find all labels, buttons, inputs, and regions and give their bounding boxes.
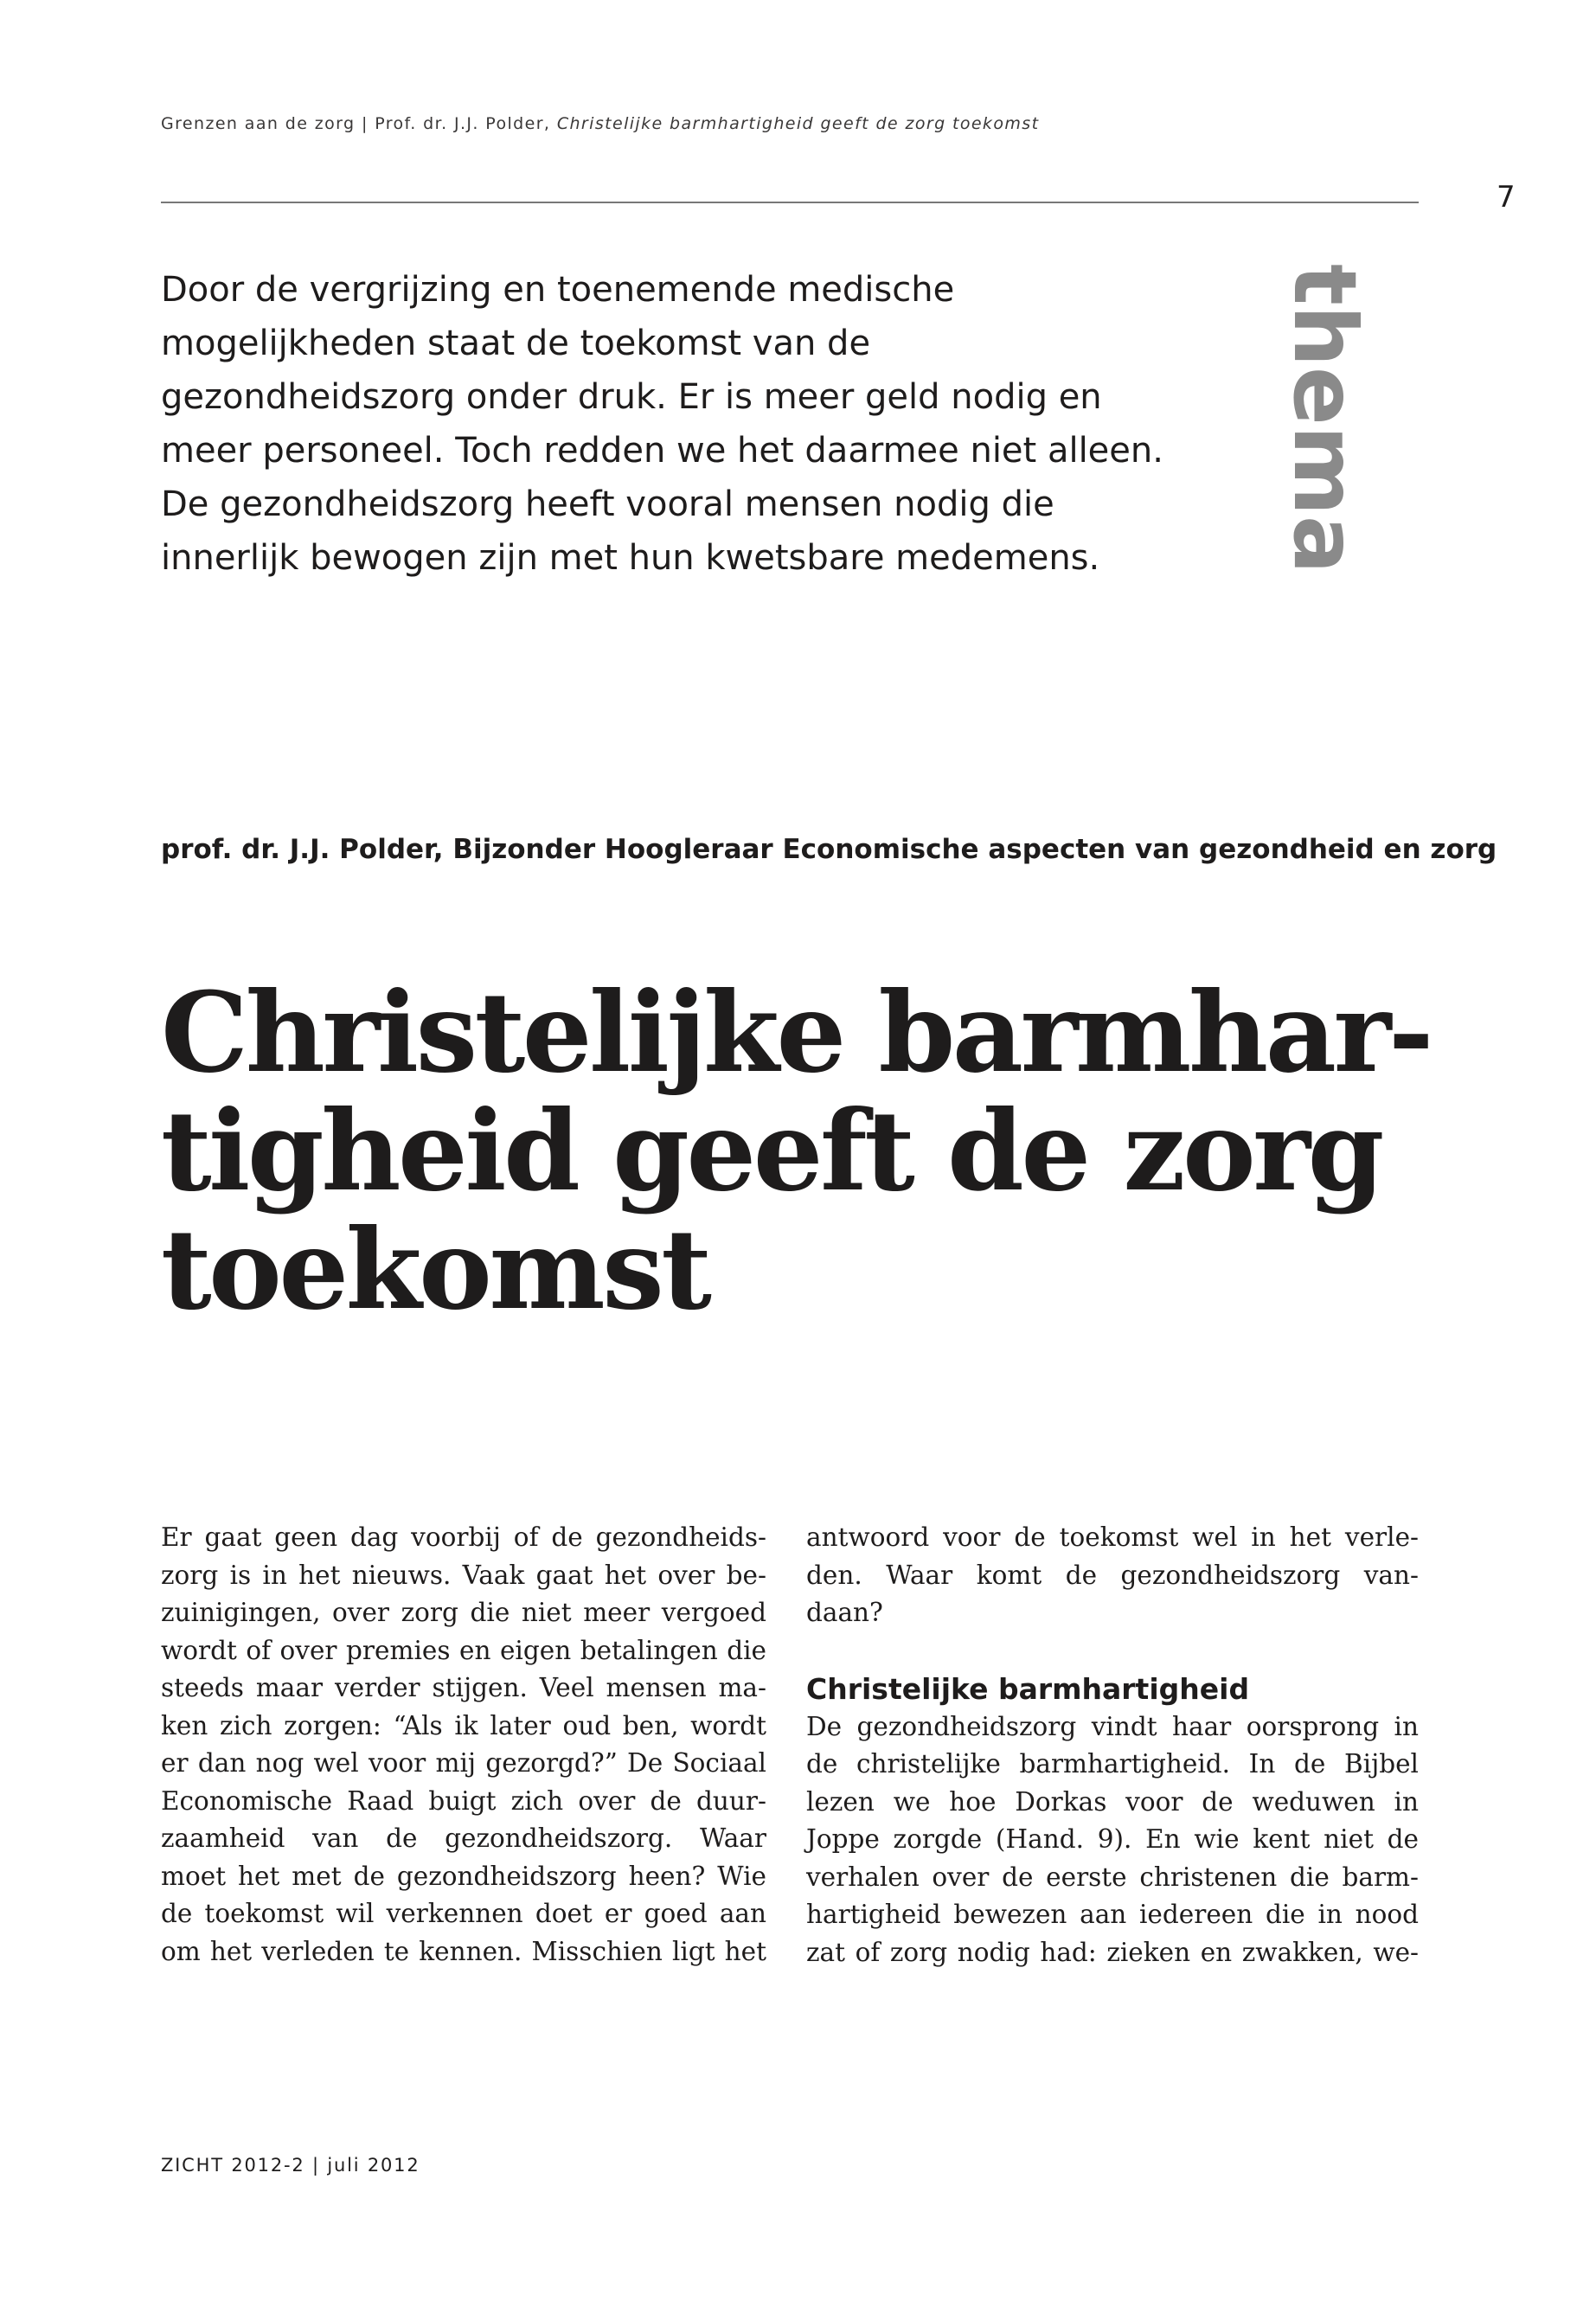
- body-line: zat of zorg nodig had: zieken en zwakken, we-: [806, 1937, 1419, 1967]
- article-title: [161, 968, 1432, 1334]
- intro-paragraph: [161, 263, 1164, 585]
- intro-line: meer personeel. Toch redden we het daarmee niet alleen.: [161, 431, 1163, 471]
- running-head: [161, 114, 1039, 133]
- body-line: zuinigingen, over zorg die niet meer vergoed: [161, 1598, 766, 1627]
- intro-line: innerlijk bewogen zijn met hun kwetsbare medemens.: [161, 538, 1100, 578]
- body-line: daan?: [806, 1598, 883, 1627]
- body-line: lezen we hoe Dorkas voor de weduwen in: [806, 1786, 1419, 1817]
- body-column-right: [806, 1519, 1419, 1971]
- running-head-author: Prof. dr. J.J. Polder,: [375, 114, 551, 133]
- body-line: om het verleden te kennen. Misschien ligt het: [161, 1936, 766, 1966]
- body-column-left: [161, 1519, 766, 1971]
- title-line: Christelijke barmhar-: [161, 968, 1432, 1097]
- body-line: moet het met de gezondheidszorg heen? Wie: [161, 1861, 766, 1891]
- body-line: den. Waar komt de gezondheidszorg van-: [806, 1560, 1419, 1590]
- page-number: 7: [1497, 180, 1516, 215]
- body-line: De gezondheidszorg vindt haar oorsprong in: [806, 1711, 1419, 1741]
- running-head-separator: |: [361, 114, 369, 133]
- title-line: toekomst: [161, 1205, 709, 1334]
- body-line: Joppe zorgde (Hand. 9). En wie kent niet de: [806, 1824, 1419, 1854]
- body-line: hartigheid bewezen aan iedereen die in nood: [806, 1900, 1419, 1929]
- body-line: de toekomst wil verkennen doet er goed aan: [161, 1899, 766, 1928]
- body-line: zaamheid van de gezondheidszorg. Waar: [161, 1823, 766, 1853]
- body-line: Economische Raad buigt zich over de duur-: [161, 1785, 766, 1816]
- section-tag: thema: [1274, 264, 1375, 574]
- body-line: verhalen over de eerste christenen die barm-: [806, 1862, 1419, 1892]
- section-subheading: Christelijke barmhartigheid: [806, 1671, 1250, 1706]
- intro-line: Door de vergrijzing en toenemende medische: [161, 270, 955, 310]
- author-byline: prof. dr. J.J. Polder, Bijzonder Hoogleraar Economische aspecten van gezondheid en zorg: [161, 834, 1497, 865]
- running-head-article-title: Christelijke barmhartigheid geeft de zorg toekomst: [556, 114, 1040, 133]
- page-footer: ZICHT 2012-2 | juli 2012: [161, 2155, 420, 2176]
- body-line: de christelijke barmhartigheid. In de Bijbel: [806, 1749, 1419, 1779]
- title-line: tigheid geeft de zorg: [161, 1086, 1381, 1215]
- body-line: ken zich zorgen: “Als ik later oud ben, wordt: [161, 1710, 766, 1740]
- running-head-section: Grenzen aan de zorg: [161, 114, 356, 133]
- intro-line: gezondheidszorg onder druk. Er is meer geld nodig en: [161, 377, 1102, 417]
- body-line: zorg is in het nieuws. Vaak gaat het over be-: [161, 1560, 766, 1590]
- body-line: Er gaat geen dag voorbij of de gezondheids-: [161, 1522, 766, 1552]
- body-line: antwoord voor de toekomst wel in het verle-: [806, 1522, 1419, 1552]
- intro-line: mogelijkheden staat de toekomst van de: [161, 324, 871, 363]
- body-line: er dan nog wel voor mij gezorgd?” De Sociaal: [161, 1748, 766, 1778]
- header-rule: [161, 202, 1419, 203]
- body-line: steeds maar verder stijgen. Veel mensen ma-: [161, 1673, 766, 1702]
- intro-line: De gezondheidszorg heeft vooral mensen nodig die: [161, 484, 1054, 524]
- body-line: wordt of over premies en eigen betalingen die: [161, 1635, 766, 1665]
